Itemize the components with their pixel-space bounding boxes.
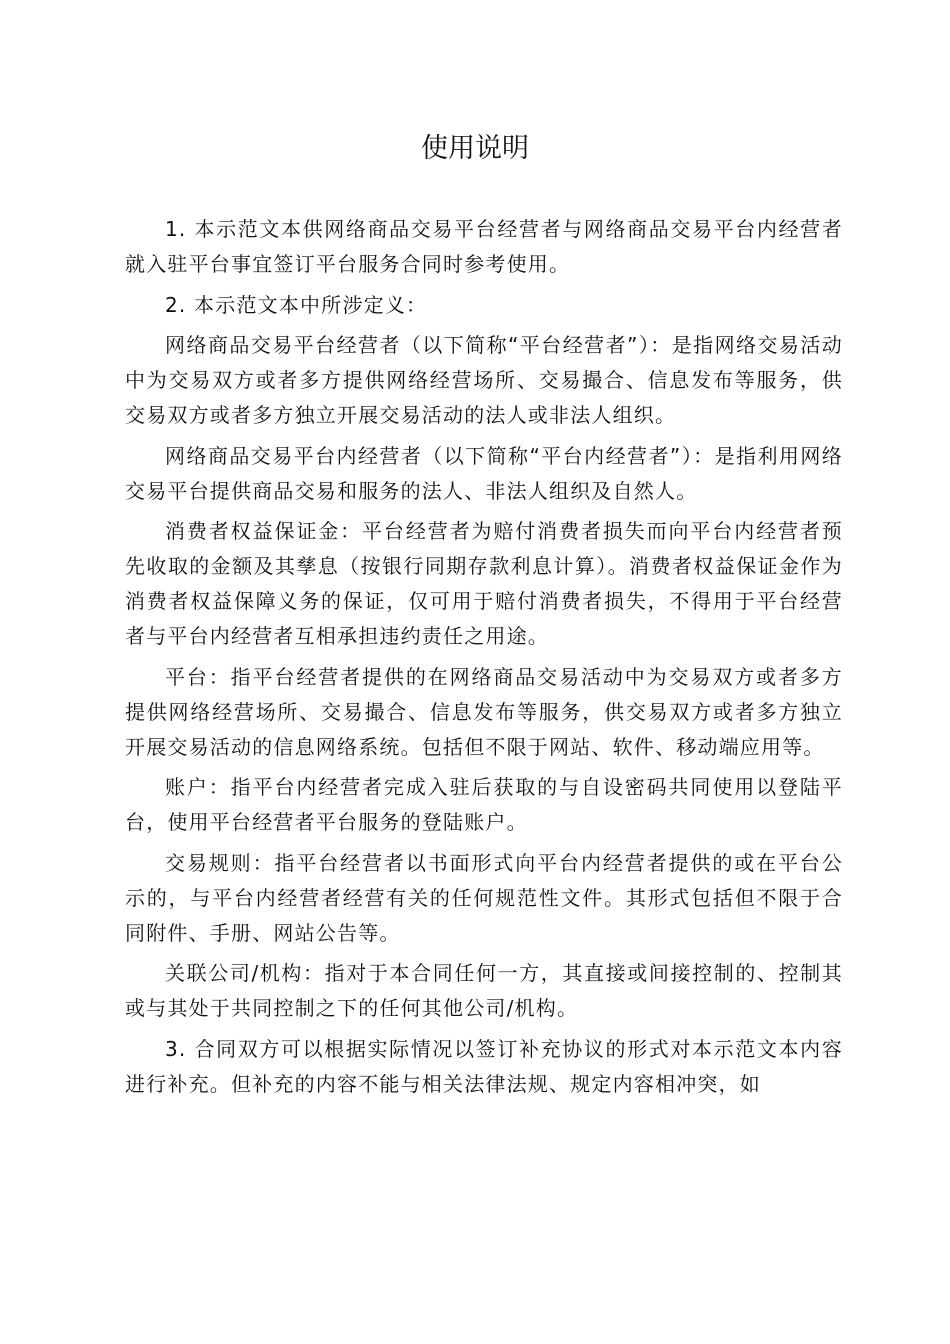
paragraph-usage-scope: 1. 本示范文本供网络商品交易平台经营者与网络商品交易平台内经营者就入驻平台事宜签订平台服务合同时参考使用。 xyxy=(125,217,843,276)
document-title: 使用说明 xyxy=(421,133,529,164)
paragraph-definition-deposit: 消费者权益保证金：平台经营者为赔付消费者损失而向平台内经营者预先收取的金额及其孳息（按银行同期存款利息计算）。消费者权益保证金作为消费者权益保障义务的保证，仅可用于赔付消费者损失，不得用于平台经营者与平台内经营者互相承担违约责任之用途。 xyxy=(125,519,843,648)
paragraph-supplement: 3. 合同双方可以根据实际情况以签订补充协议的形式对本示范文本内容进行补充。但补充的内容不能与相关法律法规、规定内容相冲突，如 xyxy=(125,1036,843,1096)
paragraph-definitions-heading: 2. 本示范文本中所涉定义： xyxy=(165,292,428,317)
paragraph-definition-affiliate: 关联公司/机构：指对于本合同任何一方，其直接或间接控制的、控制其或与其处于共同控制之下的任何其他公司/机构。 xyxy=(125,961,843,1020)
paragraph-definition-account: 账户：指平台内经营者完成入驻后获取的与自设密码共同使用以登陆平台，使用平台经营者平台服务的登陆账户。 xyxy=(125,775,843,834)
paragraph-definition-in-platform-operator: 网络商品交易平台内经营者（以下简称“平台内经营者”）：是指利用网络交易平台提供商品交易和服务的法人、非法人组织及自然人。 xyxy=(125,443,843,503)
document-body xyxy=(125,212,843,1107)
paragraph-definition-platform-operator: 网络商品交易平台经营者（以下简称“平台经营者”）：是指网络交易活动中为交易双方或者多方提供网络经营场所、交易撮合、信息发布等服务，供交易双方或者多方独立开展交易活动的法人或非法人组织。 xyxy=(125,333,843,427)
paragraph-definition-platform: 平台：指平台经营者提供的在网络商品交易活动中为交易双方或者多方提供网络经营场所、交易撮合、信息发布等服务，供交易双方或者多方独立开展交易活动的信息网络系统。包括但不限于网站、软件、移动端应用等。 xyxy=(125,664,843,759)
paragraph-definition-trading-rules: 交易规则：指平台经营者以书面形式向平台内经营者提供的或在平台公示的，与平台内经营者经营有关的任何规范性文件。其形式包括但不限于合同附件、手册、网站公告等。 xyxy=(125,850,843,945)
